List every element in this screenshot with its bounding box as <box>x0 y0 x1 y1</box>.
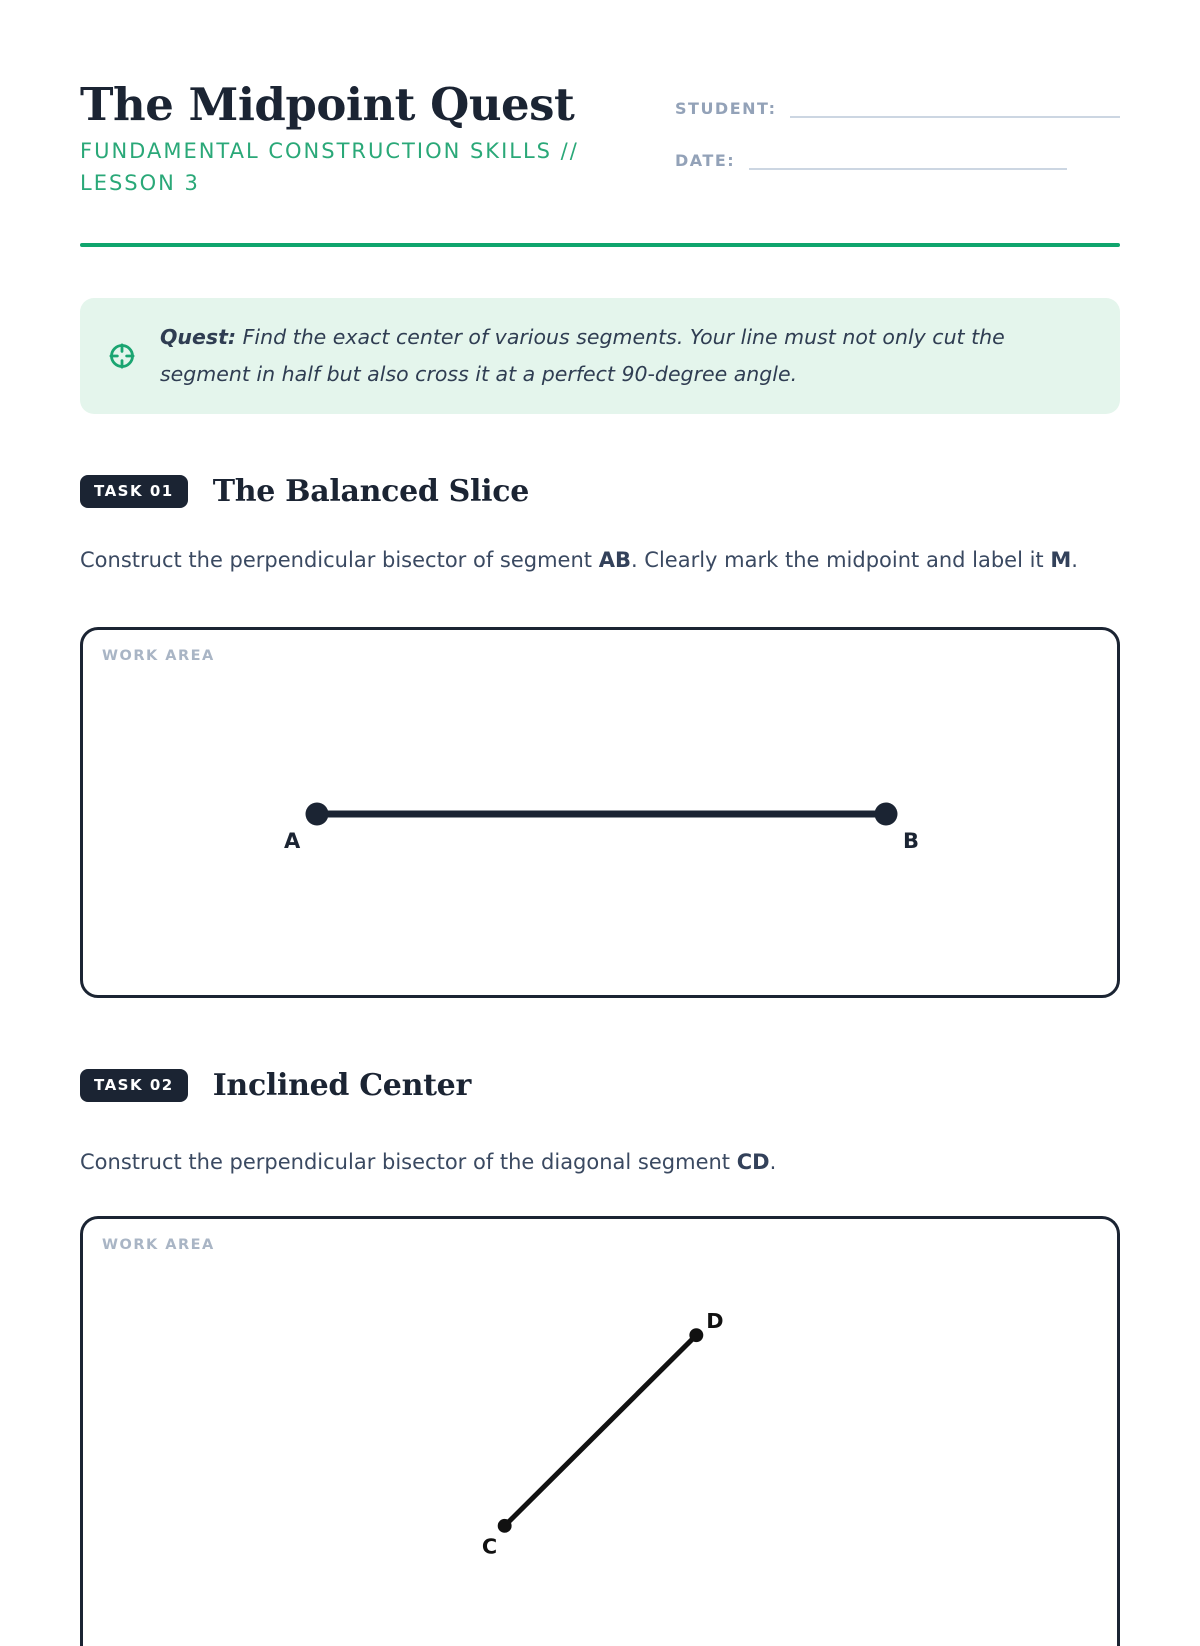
point-a-dot <box>306 803 329 826</box>
task-2-instruction <box>80 1142 1090 1182</box>
segment-cd-line <box>505 1336 697 1527</box>
quest-text-label: Quest: <box>160 325 237 350</box>
date-input-line[interactable] <box>749 144 1067 170</box>
work-area-1[interactable] <box>80 627 1120 998</box>
date-label: DATE: <box>675 151 736 170</box>
work-area-1-label: WORK AREA <box>102 648 215 665</box>
header-fields-block <box>675 80 1120 196</box>
student-label: STUDENT: <box>675 99 777 118</box>
task-1-instruction-part: Construct the perpendicular bisector of segment <box>80 548 599 573</box>
quest-callout <box>80 298 1120 414</box>
task-2-title: Inclined Center <box>212 1068 471 1104</box>
work-area-2[interactable] <box>80 1216 1120 1646</box>
task-1-badge: TASK 01 <box>80 475 188 508</box>
task-2-instruction-part: Construct the perpendicular bisector of the diagonal segment <box>80 1150 737 1175</box>
page-title: The Midpoint Quest <box>80 78 575 131</box>
task-1-header <box>80 474 1120 509</box>
task-2-header <box>80 1068 1120 1103</box>
task-2-badge: TASK 02 <box>80 1069 188 1102</box>
task-section-2 <box>80 1068 1120 1646</box>
worksheet-header <box>80 80 1120 199</box>
task-1-midpoint-name: M <box>1050 548 1072 573</box>
point-c-label: C <box>481 1535 498 1560</box>
date-field-row <box>675 144 1120 170</box>
task-1-instruction <box>80 540 1090 580</box>
quest-text <box>160 319 1090 393</box>
task-1-title: The Balanced Slice <box>212 474 529 510</box>
point-d-dot <box>689 1329 703 1343</box>
segment-cd-drawing <box>83 1219 1117 1646</box>
point-b-dot <box>875 803 898 826</box>
task-2-segment-name: CD <box>736 1150 770 1175</box>
segment-ab-drawing <box>83 630 1117 995</box>
task-1-instruction-part: . <box>1071 548 1078 573</box>
header-title-block <box>80 80 670 199</box>
point-c-dot <box>498 1519 512 1533</box>
task-1-segment-name: AB <box>598 548 631 573</box>
task-2-instruction-part: . <box>769 1150 777 1175</box>
lesson-subtitle: FUNDAMENTAL CONSTRUCTION SKILLS // LESSON 3 <box>80 139 579 195</box>
point-b-label: B <box>903 829 920 854</box>
task-section-1 <box>80 474 1120 998</box>
student-input-line[interactable] <box>790 92 1120 118</box>
quest-text-body: Find the exact center of various segments. Your line must not only cut the segment in half but also cross it at a perfect 90-degree angle. <box>160 325 1005 387</box>
point-d-label: D <box>706 1309 724 1334</box>
work-area-2-label: WORK AREA <box>102 1237 215 1254</box>
point-a-label: A <box>284 829 301 854</box>
divider-rule <box>80 243 1120 247</box>
student-field-row <box>675 92 1120 118</box>
task-1-instruction-part: . Clearly mark the midpoint and label it <box>630 548 1051 573</box>
crosshair-icon <box>108 342 136 370</box>
